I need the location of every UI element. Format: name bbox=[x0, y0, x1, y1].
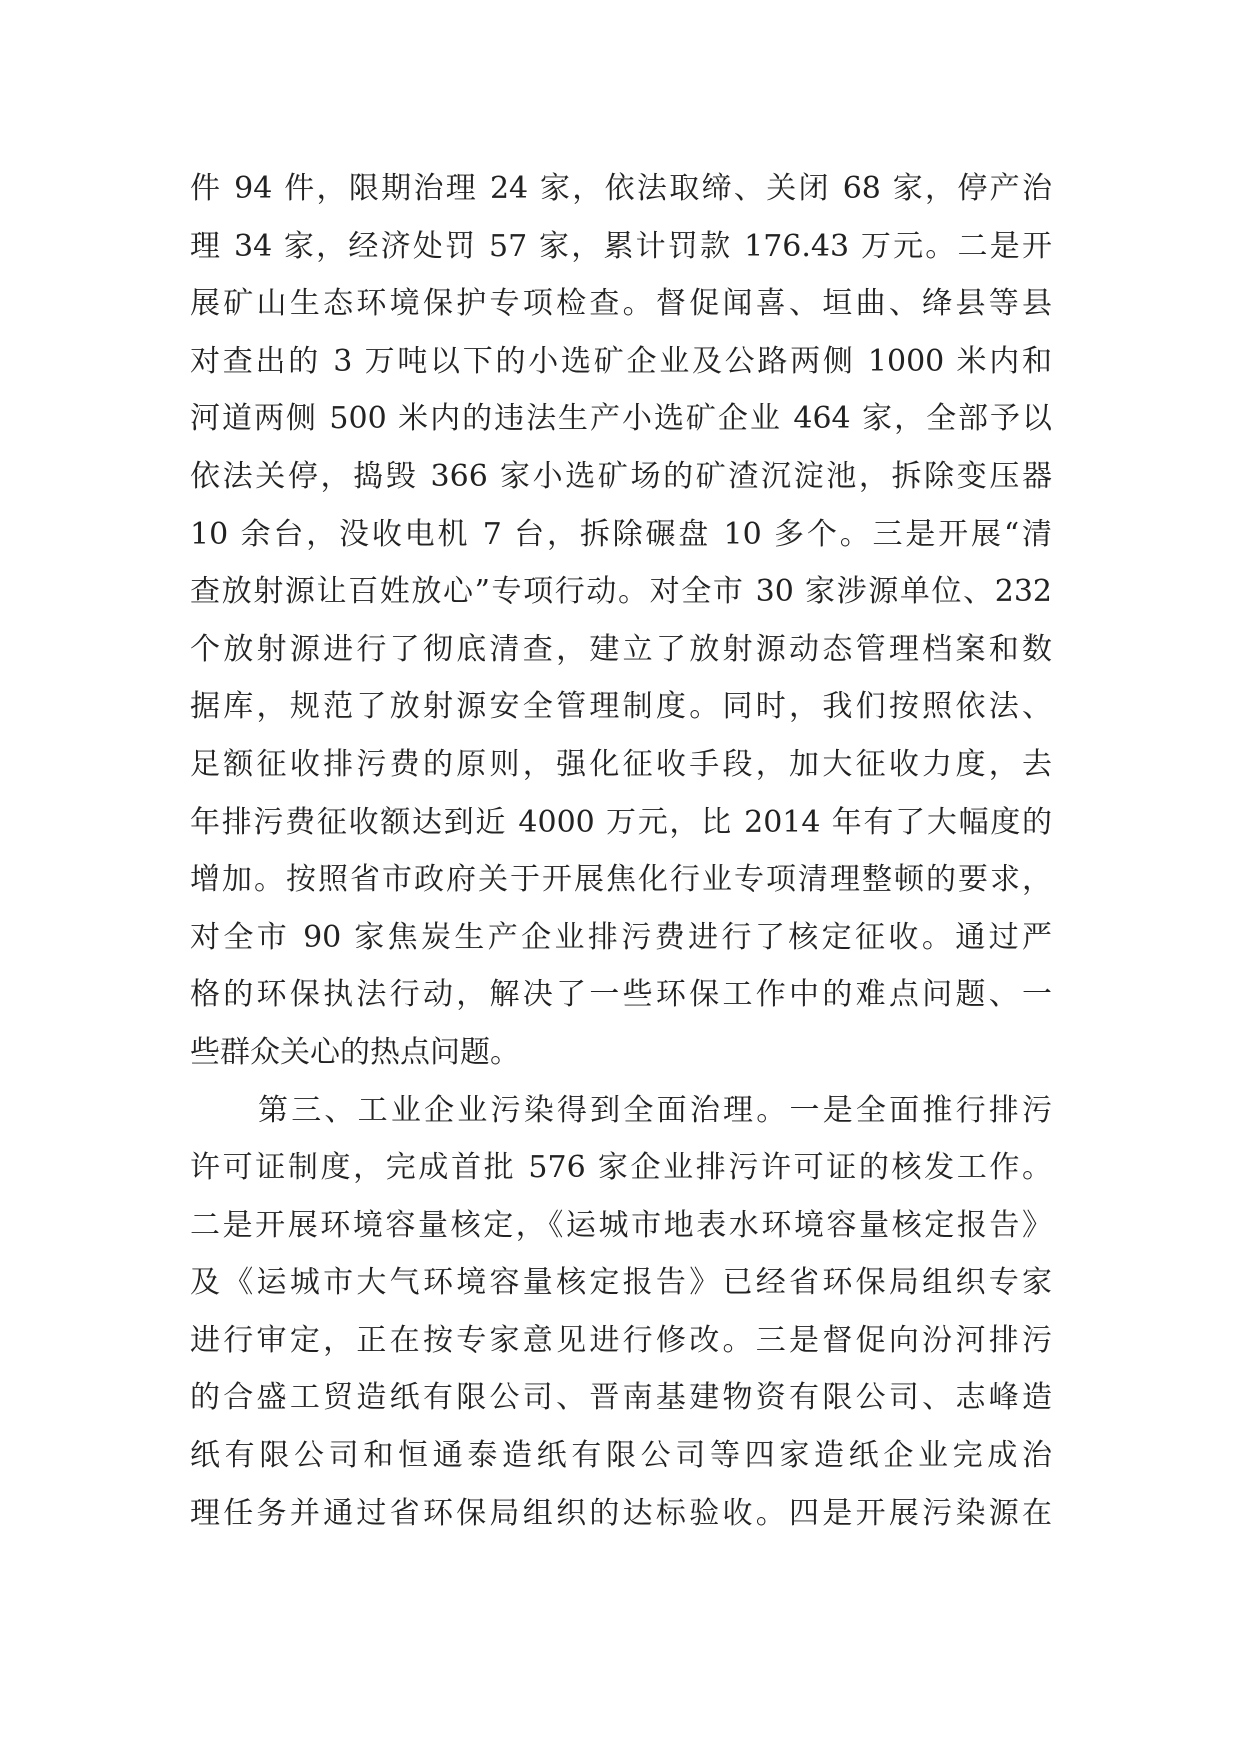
paragraph-line: 纸有限公司和恒通泰造纸有限公司等四家造纸企业完成治 bbox=[190, 1438, 1052, 1474]
paragraph-line: 的合盛工贸造纸有限公司、晋南基建物资有限公司、志峰造 bbox=[190, 1380, 1052, 1416]
paragraph-line: 足额征收排污费的原则，强化征收手段，加大征收力度，去 bbox=[190, 746, 1052, 782]
paragraph-line: 增加。按照省市政府关于开展焦化行业专项清理整顿的要求， bbox=[190, 862, 1052, 898]
paragraph-line: 依法关停，捣毁 366 家小选矿场的矿渣沉淀池，拆除变压器 bbox=[190, 458, 1052, 494]
paragraph-line: 理 34 家，经济处罚 57 家，累计罚款 176.43 万元。二是开 bbox=[190, 228, 1052, 264]
paragraph-line: 许可证制度，完成首批 576 家企业排污许可证的核发工作。 bbox=[190, 1150, 1052, 1186]
paragraph-line: 河道两侧 500 米内的违法生产小选矿企业 464 家，全部予以 bbox=[190, 401, 1052, 437]
paragraph-line: 据库，规范了放射源安全管理制度。同时，我们按照依法、 bbox=[190, 689, 1052, 725]
paragraph-line: 理任务并通过省环保局组织的达标验收。四是开展污染源在 bbox=[190, 1495, 1052, 1531]
document-body bbox=[190, 160, 1052, 1542]
paragraph-line: 及《运城市大气环境容量核定报告》已经省环保局组织专家 bbox=[190, 1265, 1052, 1301]
paragraph-1 bbox=[190, 160, 1052, 1082]
paragraph-line: 展矿山生态环境保护专项检查。督促闻喜、垣曲、绛县等县 bbox=[190, 286, 1052, 322]
paragraph-line: 格的环保执法行动，解决了一些环保工作中的难点问题、一 bbox=[190, 977, 1052, 1013]
paragraph-line: 对全市 90 家焦炭生产企业排污费进行了核定征收。通过严 bbox=[190, 919, 1052, 955]
paragraph-line: 些群众关心的热点问题。 bbox=[190, 1034, 520, 1070]
paragraph-line: 件 94 件，限期治理 24 家，依法取缔、关闭 68 家，停产治 bbox=[190, 171, 1052, 206]
paragraph-line: 10 余台，没收电机 7 台，拆除碾盘 10 多个。三是开展“清 bbox=[190, 516, 1052, 552]
paragraph-line: 第三、工业企业污染得到全面治理。一是全面推行排污 bbox=[258, 1092, 1052, 1128]
paragraph-line: 对查出的 3 万吨以下的小选矿企业及公路两侧 1000 米内和 bbox=[190, 343, 1052, 379]
paragraph-line: 二是开展环境容量核定，《运城市地表水环境容量核定报告》 bbox=[190, 1207, 1052, 1243]
paragraph-line: 进行审定，正在按专家意见进行修改。三是督促向汾河排污 bbox=[190, 1322, 1052, 1358]
paragraph-line: 查放射源让百姓放心”专项行动。对全市 30 家涉源单位、232 bbox=[190, 574, 1052, 610]
paragraph-2 bbox=[190, 1082, 1052, 1543]
paragraph-line: 年排污费征收额达到近 4000 万元，比 2014 年有了大幅度的 bbox=[190, 804, 1052, 840]
paragraph-line: 个放射源进行了彻底清查，建立了放射源动态管理档案和数 bbox=[190, 631, 1052, 667]
